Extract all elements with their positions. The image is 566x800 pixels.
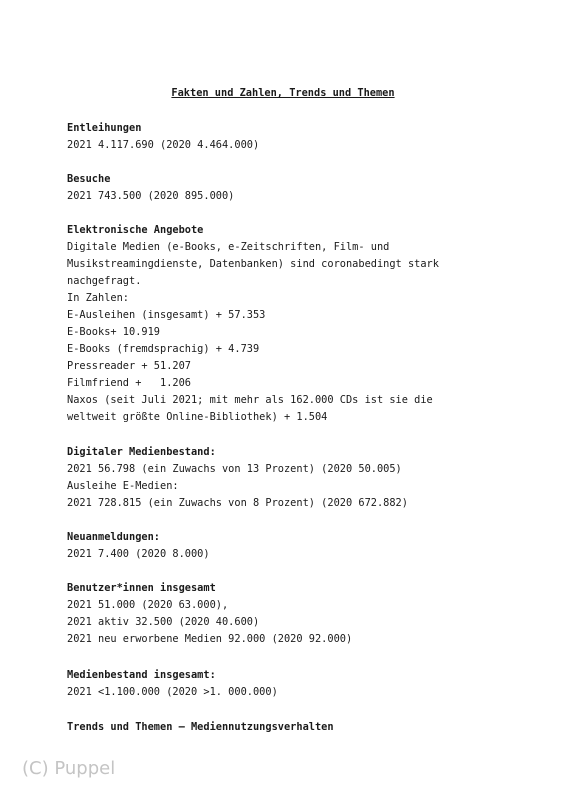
section-line: Ausleihe E-Medien: <box>67 480 179 492</box>
section-benutzerinnen <box>67 580 547 648</box>
section-line: 2021 728.815 (ein Zuwachs von 8 Prozent) (2020 672.882) <box>67 497 408 509</box>
section-line: Musikstreamingdienste, Datenbanken) sind coronabedingt stark <box>67 258 439 270</box>
section-line: Digitale Medien (e-Books, e-Zeitschriften, Film- und <box>67 241 390 253</box>
section-heading: Trends und Themen – Mediennutzungsverhalten <box>67 721 334 733</box>
section-line: 2021 aktiv 32.500 (2020 40.600) <box>67 616 260 628</box>
section-heading: Benutzer*innen insgesamt <box>67 582 216 594</box>
section-line: In Zahlen: <box>67 292 129 304</box>
section-line: 2021 neu erworbene Medien 92.000 (2020 92.000) <box>67 633 353 645</box>
section-line: E-Ausleihen (insgesamt) + 57.353 <box>67 309 266 321</box>
section-heading: Digitaler Medienbestand: <box>67 446 216 458</box>
section-digitaler-medienbestand <box>67 444 547 512</box>
section-besuche <box>67 171 547 205</box>
section-heading: Besuche <box>67 173 111 185</box>
section-line: 2021 743.500 (2020 895.000) <box>67 190 235 202</box>
section-line: weltweit größte Online-Bibliothek) + 1.504 <box>67 411 328 423</box>
section-line: E-Books+ 10.919 <box>67 326 160 338</box>
document-title: Fakten und Zahlen, Trends und Themen <box>171 87 395 99</box>
section-line: 2021 7.400 (2020 8.000) <box>67 548 210 560</box>
section-line: nachgefragt. <box>67 275 142 287</box>
watermark: (C) Puppel <box>22 758 116 779</box>
section-heading: Elektronische Angebote <box>67 224 204 236</box>
section-heading: Medienbestand insgesamt: <box>67 669 216 681</box>
section-line: 2021 4.117.690 (2020 4.464.000) <box>67 139 260 151</box>
section-elektronische-angebote <box>67 222 547 426</box>
section-medienbestand <box>67 667 547 701</box>
section-line: Naxos (seit Juli 2021; mit mehr als 162.000 CDs ist sie die <box>67 394 433 406</box>
section-line: 2021 <1.100.000 (2020 >1. 000.000) <box>67 686 278 698</box>
section-entleihungen <box>67 120 547 154</box>
section-neuanmeldungen <box>67 529 547 563</box>
section-line: Pressreader + 51.207 <box>67 360 191 372</box>
section-line: 2021 51.000 (2020 63.000), <box>67 599 229 611</box>
section-line: Filmfriend + 1.206 <box>67 377 191 389</box>
section-line: E-Books (fremdsprachig) + 4.739 <box>67 343 260 355</box>
section-line: 2021 56.798 (ein Zuwachs von 13 Prozent) (2020 50.005) <box>67 463 402 475</box>
section-trends <box>67 719 547 736</box>
section-heading: Neuanmeldungen: <box>67 531 160 543</box>
section-heading: Entleihungen <box>67 122 142 134</box>
